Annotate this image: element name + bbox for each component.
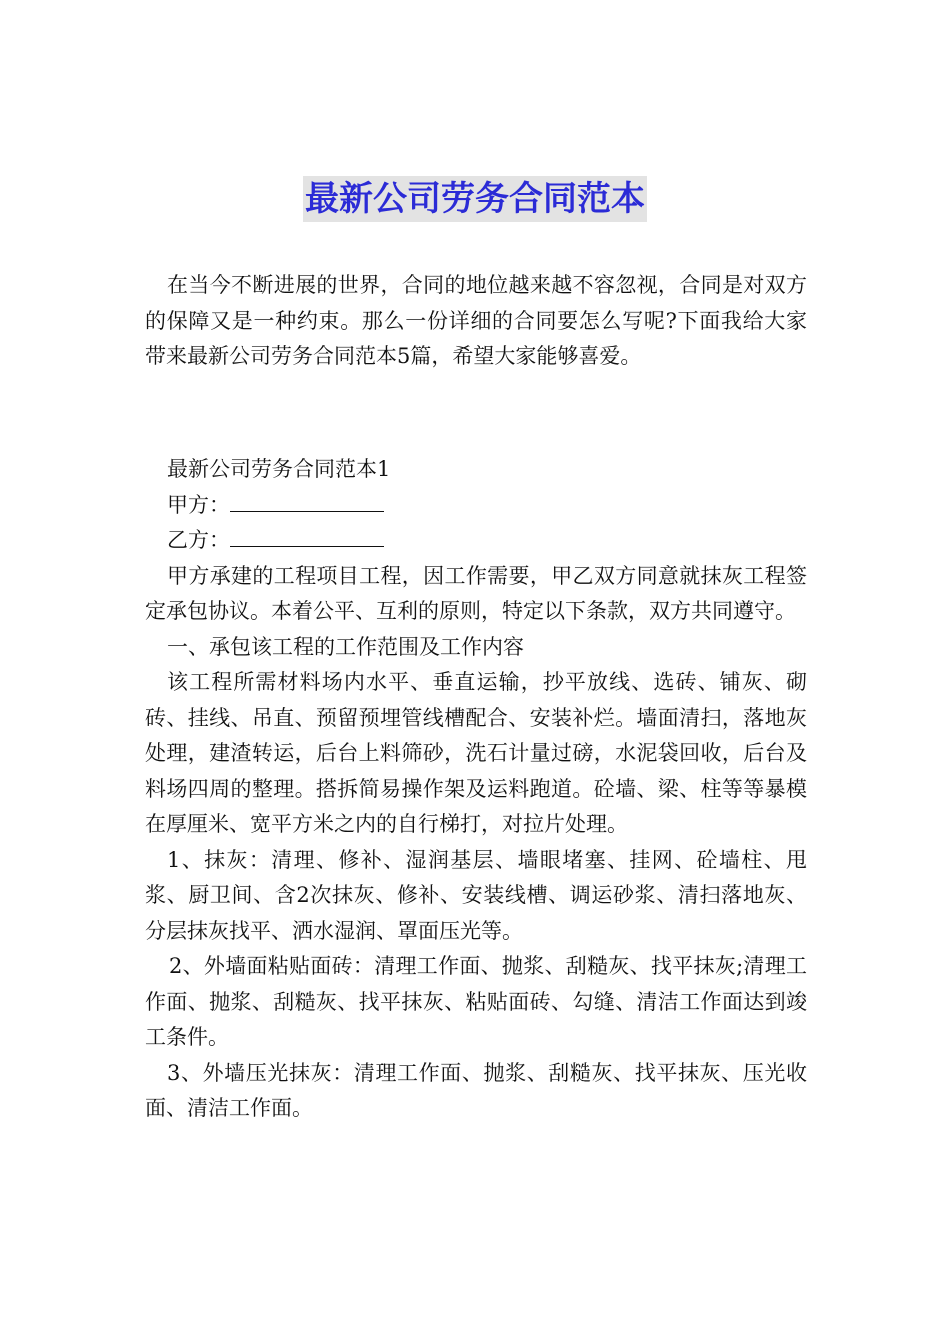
party-a-line [145, 488, 807, 524]
intro-paragraph: 在当今不断进展的世界，合同的地位越来越不容忽视，合同是对双方的保障又是一种约束。那么一份详细的合同要怎么写呢?下面我给大家带来最新公司劳务合同范本5篇，希望大家能够喜爱。 [145, 273, 807, 368]
party-b-label: 乙方： [167, 528, 230, 552]
paragraph-1: 甲方承建的工程项目工程，因工作需要，甲乙双方同意就抹灰工程签定承包协议。本着公平、互利的原则，特定以下条款，双方共同遵守。 [145, 563, 807, 623]
item-2: 2、外墙面粘贴面砖：清理工作面、抛浆、刮糙灰、找平抹灰;清理工作面、抛浆、刮糙灰、找平抹灰、粘贴面砖、勾缝、清洁工作面达到竣工条件。 [145, 954, 807, 1049]
document-title: 最新公司劳务合同范本 [303, 176, 647, 222]
item-3: 3、外墙压光抹灰：清理工作面、抛浆、刮糙灰、找平抹灰、压光收面、清洁工作面。 [145, 1060, 807, 1120]
title-container [0, 176, 950, 222]
item-1: 1、抹灰：清理、修补、湿润基层、墙眼堵塞、挂网、砼墙柱、甩浆、厨卫间、含2次抹灰、修补、安装线槽、调运砂浆、清扫落地灰、分层抹灰找平、洒水湿润、罩面压光等。 [145, 847, 807, 943]
party-a-label: 甲方： [167, 492, 230, 517]
contract-body [145, 452, 807, 1127]
party-b-line [145, 523, 807, 559]
clause-1-heading: 一、承包该工程的工作范围及工作内容 [167, 634, 524, 659]
party-a-blank [230, 493, 384, 512]
intro-block [145, 268, 807, 375]
party-b-blank [230, 528, 384, 547]
clause-1-text: 该工程所需材料场内水平、垂直运输，抄平放线、选砖、铺灰、砌砖、挂线、吊直、预留预埋管线槽配合、安装补烂。墙面清扫，落地灰处理，建渣转运，后台上料筛砂，洗石计量过磅，水泥袋回收，后台及料场四周的整理。搭拆简易操作架及运料跑道。砼墙、梁、柱等等暴模在厚厘米、宽平方米之内的自行梯打，对拉片处理。 [145, 670, 807, 836]
section-heading: 最新公司劳务合同范本1 [167, 457, 391, 481]
